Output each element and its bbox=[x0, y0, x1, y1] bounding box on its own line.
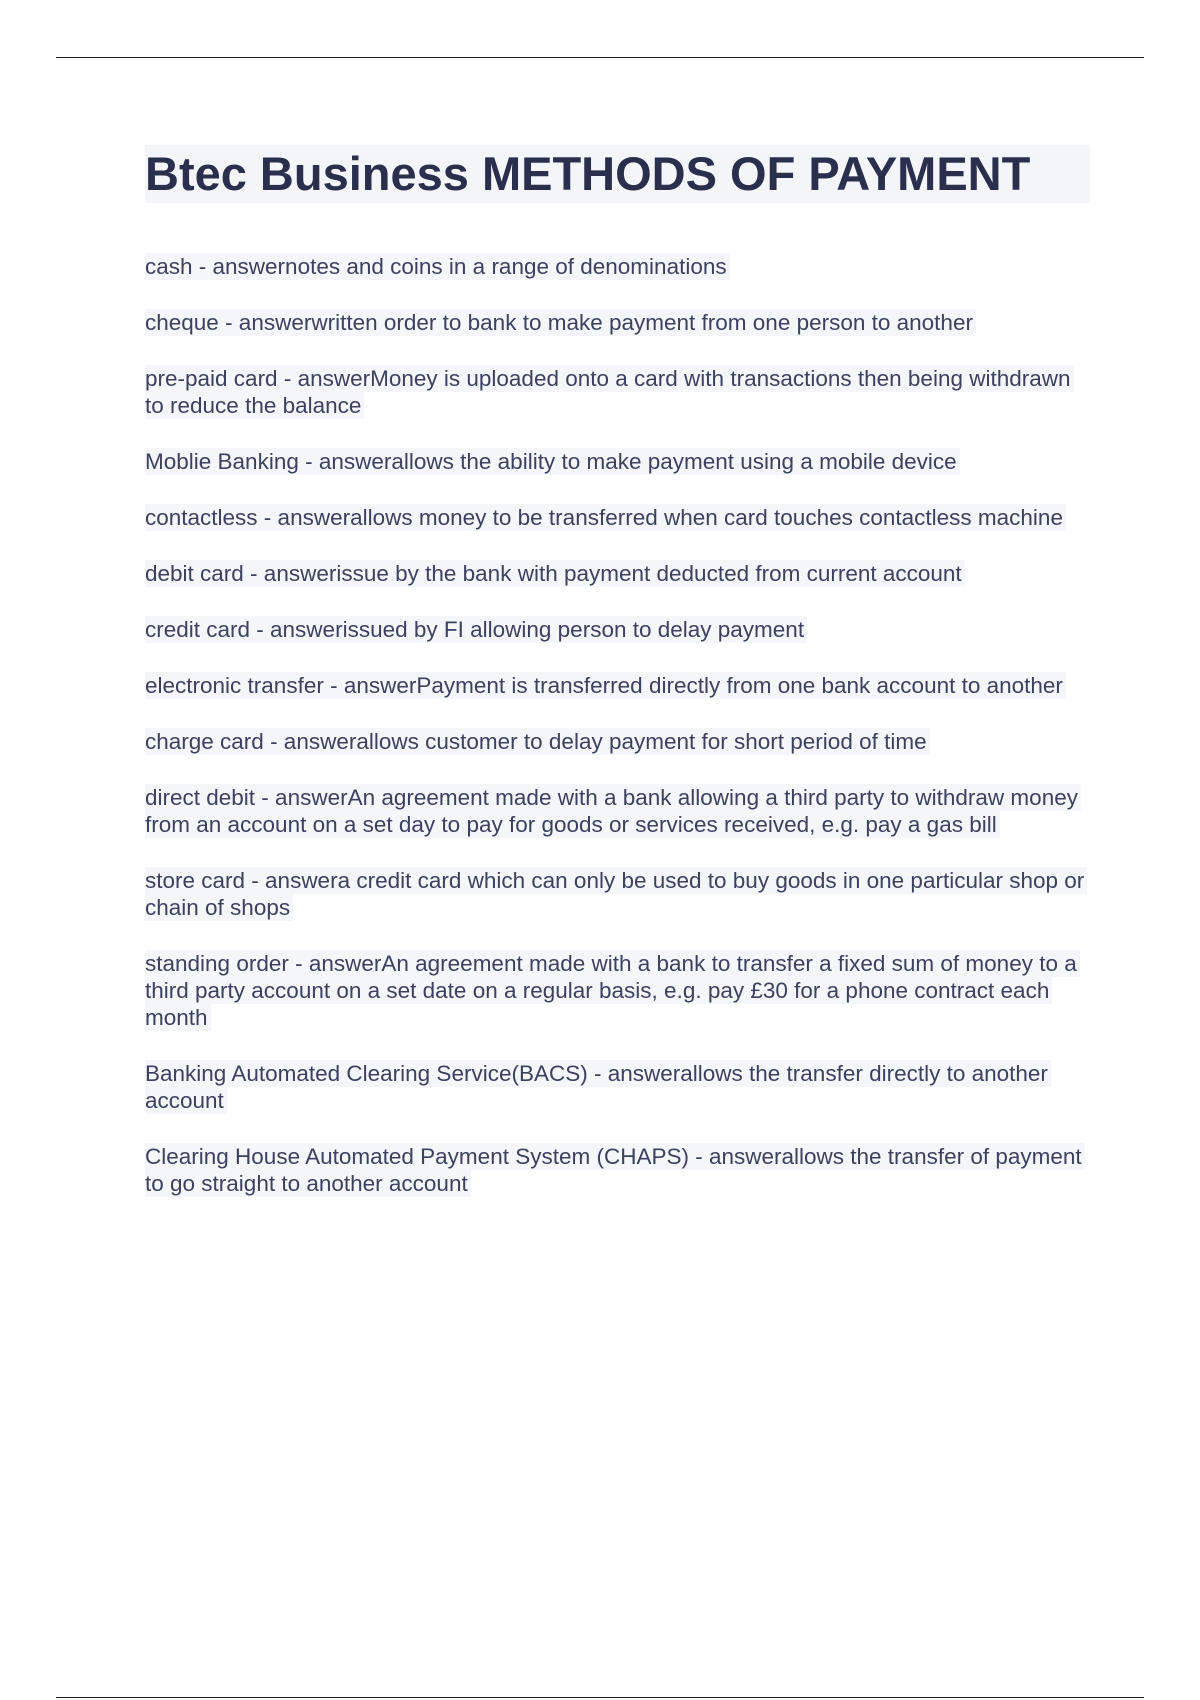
list-item bbox=[145, 448, 1090, 475]
list-item bbox=[145, 365, 1090, 419]
list-item bbox=[145, 309, 1090, 336]
list-item bbox=[145, 504, 1090, 531]
top-rule bbox=[56, 57, 1144, 58]
entry-text: charge card - answerallows customer to delay payment for short period of time bbox=[145, 728, 930, 755]
list-item bbox=[145, 784, 1090, 838]
entry-text: debit card - answerissue by the bank with payment deducted from current account bbox=[145, 560, 965, 587]
definition-list bbox=[145, 253, 1090, 1226]
entry-text: cash - answernotes and coins in a range of denominations bbox=[145, 253, 730, 280]
entry-text: pre-paid card - answerMoney is uploaded onto a card with transactions then being withdrawn to reduce the balance bbox=[145, 365, 1074, 419]
list-item bbox=[145, 950, 1090, 1031]
list-item bbox=[145, 253, 1090, 280]
page-title: Btec Business METHODS OF PAYMENT bbox=[145, 147, 1031, 200]
list-item bbox=[145, 1143, 1090, 1197]
list-item bbox=[145, 867, 1090, 921]
list-item bbox=[145, 728, 1090, 755]
entry-text: standing order - answerAn agreement made with a bank to transfer a fixed sum of money to a third party account on a set date on a regular basis, e.g. pay £30 for a phone contract each month bbox=[145, 950, 1080, 1031]
entry-text: credit card - answerissued by FI allowing person to delay payment bbox=[145, 616, 807, 643]
entry-text: contactless - answerallows money to be transferred when card touches contactless machine bbox=[145, 504, 1066, 531]
bottom-rule bbox=[56, 1697, 1144, 1698]
list-item bbox=[145, 560, 1090, 587]
entry-text: cheque - answerwritten order to bank to make payment from one person to another bbox=[145, 309, 976, 336]
title-block bbox=[145, 145, 1090, 203]
entry-text: electronic transfer - answerPayment is transferred directly from one bank account to another bbox=[145, 672, 1066, 699]
entry-text: direct debit - answerAn agreement made with a bank allowing a third party to withdraw money from an account on a set day to pay for goods or services received, e.g. pay a gas bill bbox=[145, 784, 1081, 838]
entry-text: store card - answera credit card which can only be used to buy goods in one particular shop or chain of shops bbox=[145, 867, 1087, 921]
entry-text: Clearing House Automated Payment System (CHAPS) - answerallows the transfer of payment to go straight to another account bbox=[145, 1143, 1085, 1197]
entry-text: Banking Automated Clearing Service(BACS) - answerallows the transfer directly to another account bbox=[145, 1060, 1051, 1114]
list-item bbox=[145, 1060, 1090, 1114]
list-item bbox=[145, 672, 1090, 699]
list-item bbox=[145, 616, 1090, 643]
entry-text: Moblie Banking - answerallows the ability to make payment using a mobile device bbox=[145, 448, 960, 475]
